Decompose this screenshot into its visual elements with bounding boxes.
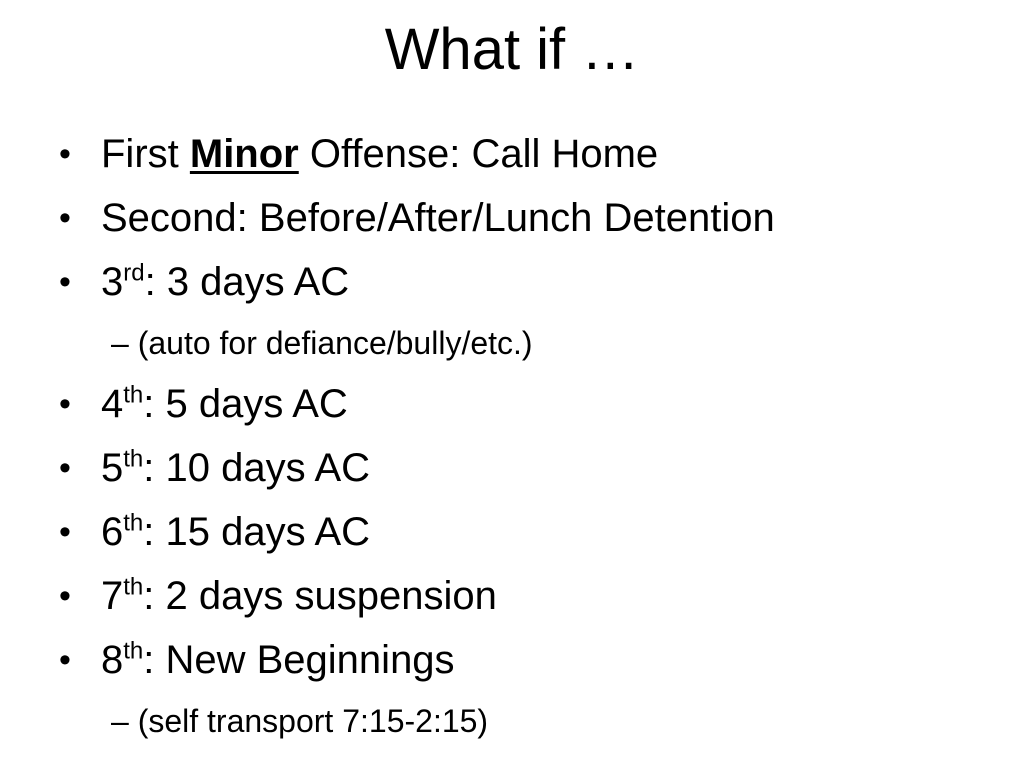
minor-emphasis: Minor <box>189 132 299 176</box>
ordinal-number: 6 <box>101 510 124 554</box>
ordinal-suffix: th <box>123 509 144 537</box>
bullet-icon: • <box>59 135 71 173</box>
ordinal-suffix: th <box>123 445 144 473</box>
bullet-list <box>0 122 1024 750</box>
bullet-icon: • <box>59 641 71 679</box>
ordinal-suffix: th <box>123 637 144 665</box>
list-item-seventh <box>0 564 1024 628</box>
item-text: : 5 days AC <box>143 382 348 426</box>
list-item-eighth <box>0 628 1024 692</box>
ordinal-number: 5 <box>101 446 124 490</box>
list-item-first-offense <box>0 122 1024 186</box>
item-text: : 15 days AC <box>143 510 371 554</box>
list-item-fifth <box>0 436 1024 500</box>
dash-icon: – <box>111 703 129 739</box>
sub-item-text: (self transport 7:15-2:15) <box>137 703 489 739</box>
list-item-third <box>0 250 1024 314</box>
list-item-sixth <box>0 500 1024 564</box>
bullet-icon: • <box>59 449 71 487</box>
sub-item-self-transport <box>0 692 1024 750</box>
item-text: First <box>101 132 190 176</box>
ordinal-suffix: th <box>123 381 144 409</box>
bullet-icon: • <box>59 385 71 423</box>
ordinal-suffix: th <box>123 573 144 601</box>
bullet-icon: • <box>59 199 71 237</box>
item-text: : 2 days suspension <box>143 574 497 618</box>
bullet-icon: • <box>59 513 71 551</box>
list-item-second <box>0 186 1024 250</box>
item-text: Offense: Call Home <box>298 132 659 176</box>
sub-item-text: (auto for defiance/bully/etc.) <box>137 325 533 361</box>
item-text: : 3 days AC <box>144 260 350 304</box>
bullet-icon: • <box>59 577 71 615</box>
item-text: Second: Before/After/Lunch Detention <box>101 196 775 240</box>
item-text: : New Beginnings <box>143 638 455 682</box>
list-item-fourth <box>0 372 1024 436</box>
dash-icon: – <box>111 325 129 361</box>
item-text: : 10 days AC <box>143 446 371 490</box>
slide-title: What if … <box>384 17 640 82</box>
sub-item-auto <box>0 314 1024 372</box>
bullet-icon: • <box>59 263 71 301</box>
ordinal-number: 7 <box>101 574 124 618</box>
ordinal-number: 4 <box>101 382 124 426</box>
ordinal-number: 8 <box>101 638 124 682</box>
ordinal-number: 3 <box>101 260 124 304</box>
ordinal-suffix: rd <box>123 259 145 287</box>
